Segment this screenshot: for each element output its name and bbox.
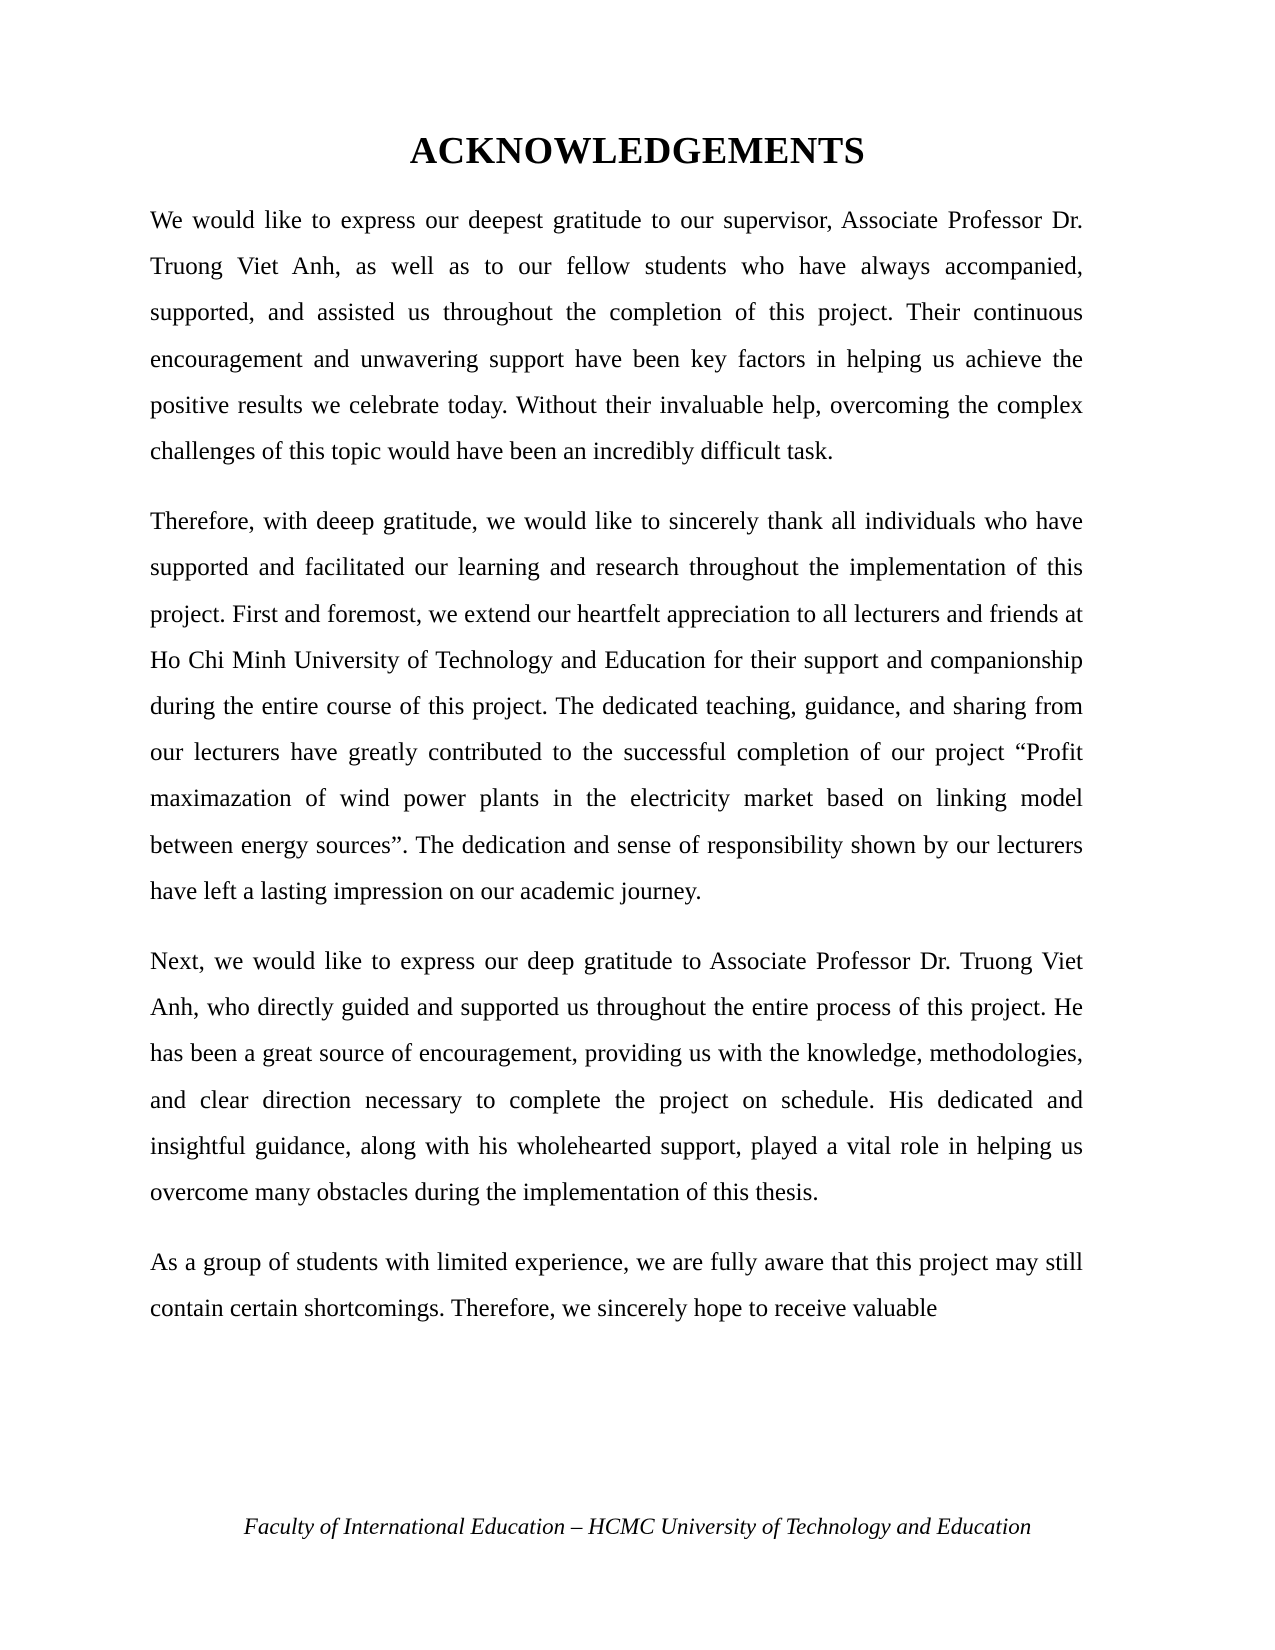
paragraph-3: Next, we would like to express our deep gratitude to Associate Professor Dr. Truong Viet Anh, who directly guided and supported us throughout the entire process of this project. He has been a great source of encouragement, providing us with the knowledge, methodologies, and clear direction necessary to complete the project on schedule. His dedicated and insightful guidance, along with his wholehearted support, played a vital role in helping us overcome many obstacles during the implementation of this thesis. (150, 948, 1083, 1207)
paragraph-2: Therefore, with deeep gratitude, we would like to sincerely thank all individuals who have supported and facilitated our learning and research throughout the implementation of this project. First and foremost, we extend our heartfelt appreciation to all lecturers and friends at Ho Chi Minh University of Technology and Education for their support and companionship during the entire course of this project. The dedicated teaching, guidance, and sharing from our lecturers have greatly contributed to the successful completion of our project “Profit maximazation of wind power plants in the electricity market based on linking model between energy sources”. The dedication and sense of responsibility shown by our lecturers have left a lasting impression on our academic journey. (150, 508, 1083, 905)
paragraph-1: We would like to express our deepest gratitude to our supervisor, Associate Professor Dr. Truong Viet Anh, as well as to our fellow students who have always accompanied, supported, and assisted us throughout the completion of this project. Their continuous encouragement and unwavering support have been key factors in helping us achieve the positive results we celebrate today. Without their invaluable help, overcoming the complex challenges of this topic would have been an incredibly difficult task. (150, 207, 1083, 466)
paragraph-4: As a group of students with limited experience, we are fully aware that this project may still contain certain shortcomings. Therefore, we sincerely hope to receive valuable (150, 1249, 1083, 1323)
page-footer: Faculty of International Education – HCMC University of Technology and Education (243, 1514, 1032, 1539)
body-text (150, 198, 1083, 1357)
page-title: ACKNOWLEDGEMENTS (409, 130, 866, 172)
